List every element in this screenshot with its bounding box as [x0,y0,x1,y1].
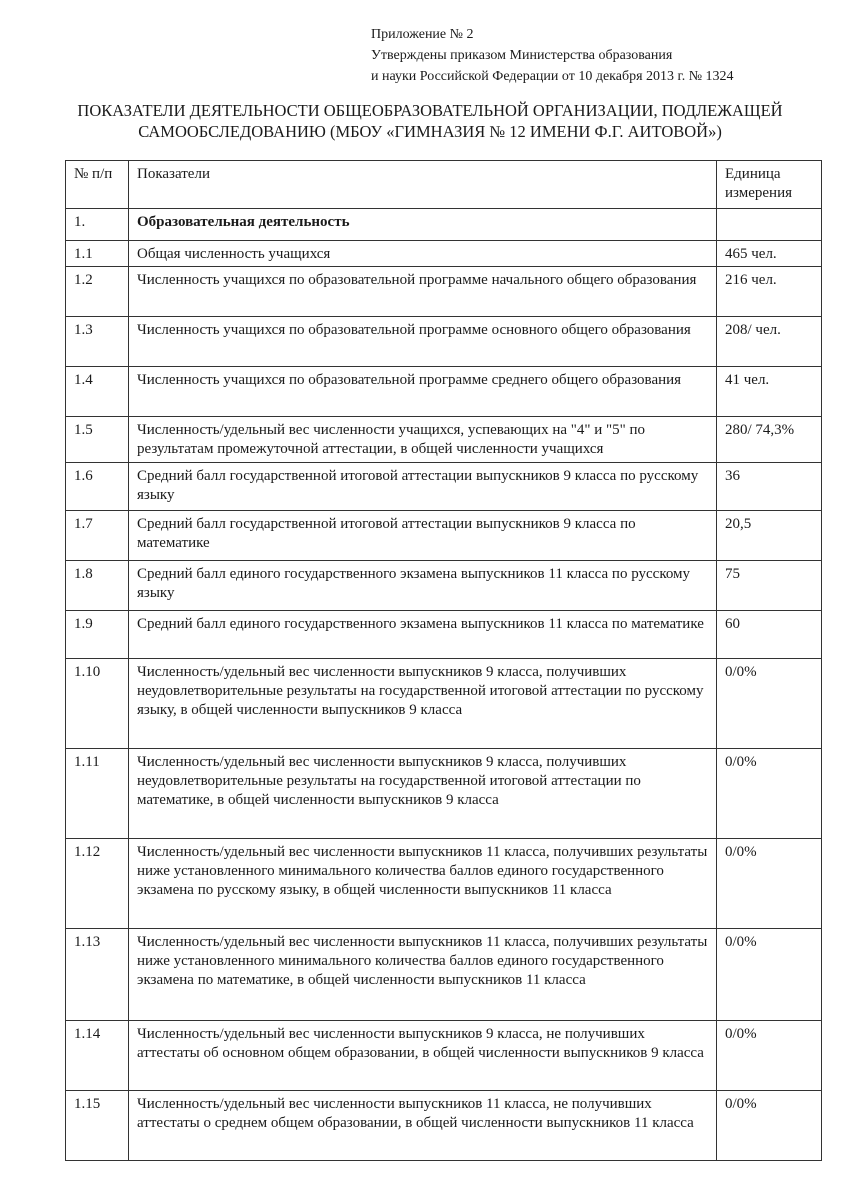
row-number: 1.4 [66,367,129,417]
row-number: 1.1 [66,241,129,267]
row-indicator: Средний балл единого государственного экзамена выпускников 11 класса по русскому языку [129,561,717,611]
row-number: 1.14 [66,1021,129,1091]
approval-line: и науки Российской Федерации от 10 декабря 2013 г. № 1324 [371,69,734,84]
table-row [66,659,822,749]
row-unit: 60 [717,611,822,659]
table-row [66,511,822,561]
table-row [66,1021,822,1091]
table-row [66,317,822,367]
appendix-label: Приложение № 2 [371,27,474,42]
row-indicator: Численность учащихся по образовательной программе основного общего образования [129,317,717,367]
approval-note [371,24,734,87]
row-unit: 465 чел. [717,241,822,267]
row-unit: 216 чел. [717,267,822,317]
table-row [66,1091,822,1161]
row-indicator: Численность/удельный вес численности выпускников 11 класса, получивших результаты ниже установленного минимального количества баллов единого государственного экзамена по математике, в общей численности выпускников 11 класса [129,929,717,1021]
header-unit: Единица измерения [717,161,822,209]
row-number: 1.3 [66,317,129,367]
table-row [66,417,822,463]
row-unit: 0/0% [717,659,822,749]
row-number: 1.6 [66,463,129,511]
header-num: № п/п [66,161,129,209]
row-number: 1.11 [66,749,129,839]
row-unit: 75 [717,561,822,611]
row-indicator: Численность учащихся по образовательной программе среднего общего образования [129,367,717,417]
table-row [66,929,822,1021]
header-indicator: Показатели [129,161,717,209]
document-title [40,100,820,142]
row-indicator: Численность/удельный вес численности выпускников 11 класса, получивших результаты ниже установленного минимального количества баллов единого государственного экзамена по русскому языку, в общей численности выпускников 11 класса [129,839,717,929]
row-unit: 20,5 [717,511,822,561]
row-number: 1.2 [66,267,129,317]
row-unit: 0/0% [717,749,822,839]
row-number: 1.15 [66,1091,129,1161]
table-row [66,241,822,267]
table-row [66,839,822,929]
row-unit: 280/ 74,3% [717,417,822,463]
row-unit: 0/0% [717,929,822,1021]
row-unit: 41 чел. [717,367,822,417]
row-indicator: Численность/удельный вес численности учащихся, успевающих на "4" и "5" по результатам промежуточной аттестации, в общей численности учащихся [129,417,717,463]
row-indicator: Средний балл государственной итоговой аттестации выпускников 9 класса по математике [129,511,717,561]
row-unit: 0/0% [717,839,822,929]
row-indicator: Численность/удельный вес численности выпускников 9 класса, получивших неудовлетворительные результаты на государственной итоговой аттестации по русскому языку, в общей численности выпускников 9 класса [129,659,717,749]
title-line: ПОКАЗАТЕЛИ ДЕЯТЕЛЬНОСТИ ОБЩЕОБРАЗОВАТЕЛЬНОЙ ОРГАНИЗАЦИИ, ПОДЛЕЖАЩЕЙ [77,101,783,120]
table-row [66,611,822,659]
row-indicator: Средний балл государственной итоговой аттестации выпускников 9 класса по русскому языку [129,463,717,511]
row-number: 1.9 [66,611,129,659]
row-number: 1.12 [66,839,129,929]
row-unit: 0/0% [717,1021,822,1091]
table-row [66,209,822,241]
row-number: 1.10 [66,659,129,749]
table-row [66,367,822,417]
row-indicator: Средний балл единого государственного экзамена выпускников 11 класса по математике [129,611,717,659]
row-indicator: Численность/удельный вес численности выпускников 9 класса, получивших неудовлетворительные результаты на государственной итоговой аттестации по математике, в общей численности выпускников 9 класса [129,749,717,839]
row-unit [717,209,822,241]
row-indicator: Численность/удельный вес численности выпускников 11 класса, не получивших аттестаты о среднем общем образовании, в общей численности выпускников 11 класса [129,1091,717,1161]
row-number: 1.8 [66,561,129,611]
indicators-table [65,160,822,1161]
table-row [66,561,822,611]
table-row [66,463,822,511]
row-unit: 0/0% [717,1091,822,1161]
row-number: 1.13 [66,929,129,1021]
row-number: 1.7 [66,511,129,561]
row-indicator: Общая численность учащихся [129,241,717,267]
row-unit: 36 [717,463,822,511]
title-line: САМООБСЛЕДОВАНИЮ (МБОУ «ГИМНАЗИЯ № 12 ИМЕНИ Ф.Г. АИТОВОЙ») [138,122,722,141]
row-number: 1. [66,209,129,241]
row-indicator: Образовательная деятельность [129,209,717,241]
row-indicator: Численность учащихся по образовательной программе начального общего образования [129,267,717,317]
table-header-row [66,161,822,209]
row-unit: 208/ чел. [717,317,822,367]
table-row [66,749,822,839]
table-row [66,267,822,317]
row-number: 1.5 [66,417,129,463]
approval-line: Утверждены приказом Министерства образования [371,48,673,63]
row-indicator: Численность/удельный вес численности выпускников 9 класса, не получивших аттестаты об основном общем образовании, в общей численности выпускников 9 класса [129,1021,717,1091]
